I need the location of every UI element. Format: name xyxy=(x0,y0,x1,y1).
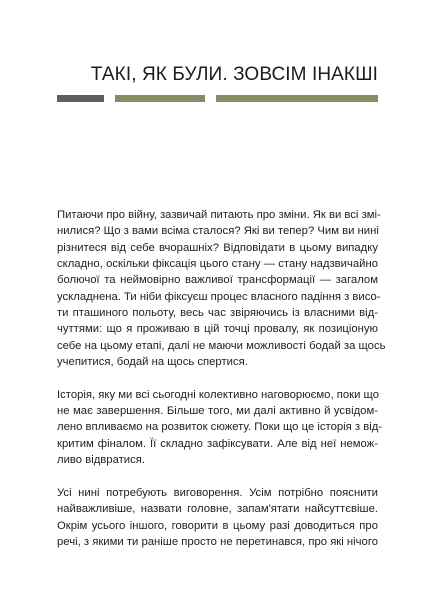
text-line: учепитися, бодай на щось спертися. xyxy=(57,356,248,369)
text-line: Питаючи про війну, зазвичай питають про зміни. Як ви всі змі- xyxy=(57,209,381,221)
text-line: різнитеся від себе вчорашніх? Відповідати в цьому випадку xyxy=(57,241,378,254)
text-line: ти пташиного польоту, весь час звіряючись із власними від- xyxy=(57,307,378,320)
text-line: Окрім усього іншого, говорити в цьому разі доводиться про xyxy=(57,519,378,532)
text-line: Усі нині потребують виговорення. Усім потрібно пояснити xyxy=(57,486,378,499)
decorative-bars xyxy=(57,95,378,102)
paragraph-2 xyxy=(57,387,383,469)
text-line: болючої та неймовірно важливої трансформації — загалом xyxy=(57,274,378,287)
body-text xyxy=(57,207,386,567)
text-line: речі, з якими ти раніше просто не перетинався, про які нічого xyxy=(57,535,378,548)
text-line: лено впливаємо на розвиток сюжету. Поки що це історія з від- xyxy=(57,421,383,434)
text-line: чуттями: що я проживаю в цій точці провалу, як позиціоную xyxy=(57,323,378,336)
text-line: нилися? Що з вами всіма сталося? Які ви тепер? Чим ви нині xyxy=(57,225,379,238)
text-line: найважливіше, назвати головне, запам'ятати найсуттєвіше. xyxy=(57,503,378,516)
text-line: Історія, яку ми всі сьогодні колективно наговорюємо, поки що xyxy=(57,388,379,401)
divider-bar-olive-short xyxy=(115,95,205,102)
divider-bar-olive-long xyxy=(216,95,378,102)
paragraph-3 xyxy=(57,485,378,550)
text-line: критим фіналом. Її складно зафіксувати. Але від неї немож- xyxy=(57,437,378,450)
paragraph-1 xyxy=(57,207,386,370)
text-line: ливо відвратися. xyxy=(57,454,146,467)
divider-bar-gray xyxy=(57,95,104,102)
chapter-title: ТАКІ, ЯК БУЛИ. ЗОВСІМ ІНАКШІ xyxy=(90,64,378,85)
text-line: не має завершення. Більше того, ми далі активно й усвідом- xyxy=(57,405,378,418)
text-line: себе на цьому етапі, далі не маючи можливості бодай за щось xyxy=(57,339,386,352)
text-line: складно, оскільки фіксація цього стану — стану надзвичайно xyxy=(57,258,378,271)
text-line: ускладнена. Ти ніби фіксуєш процес власного падіння з висо- xyxy=(57,290,381,303)
